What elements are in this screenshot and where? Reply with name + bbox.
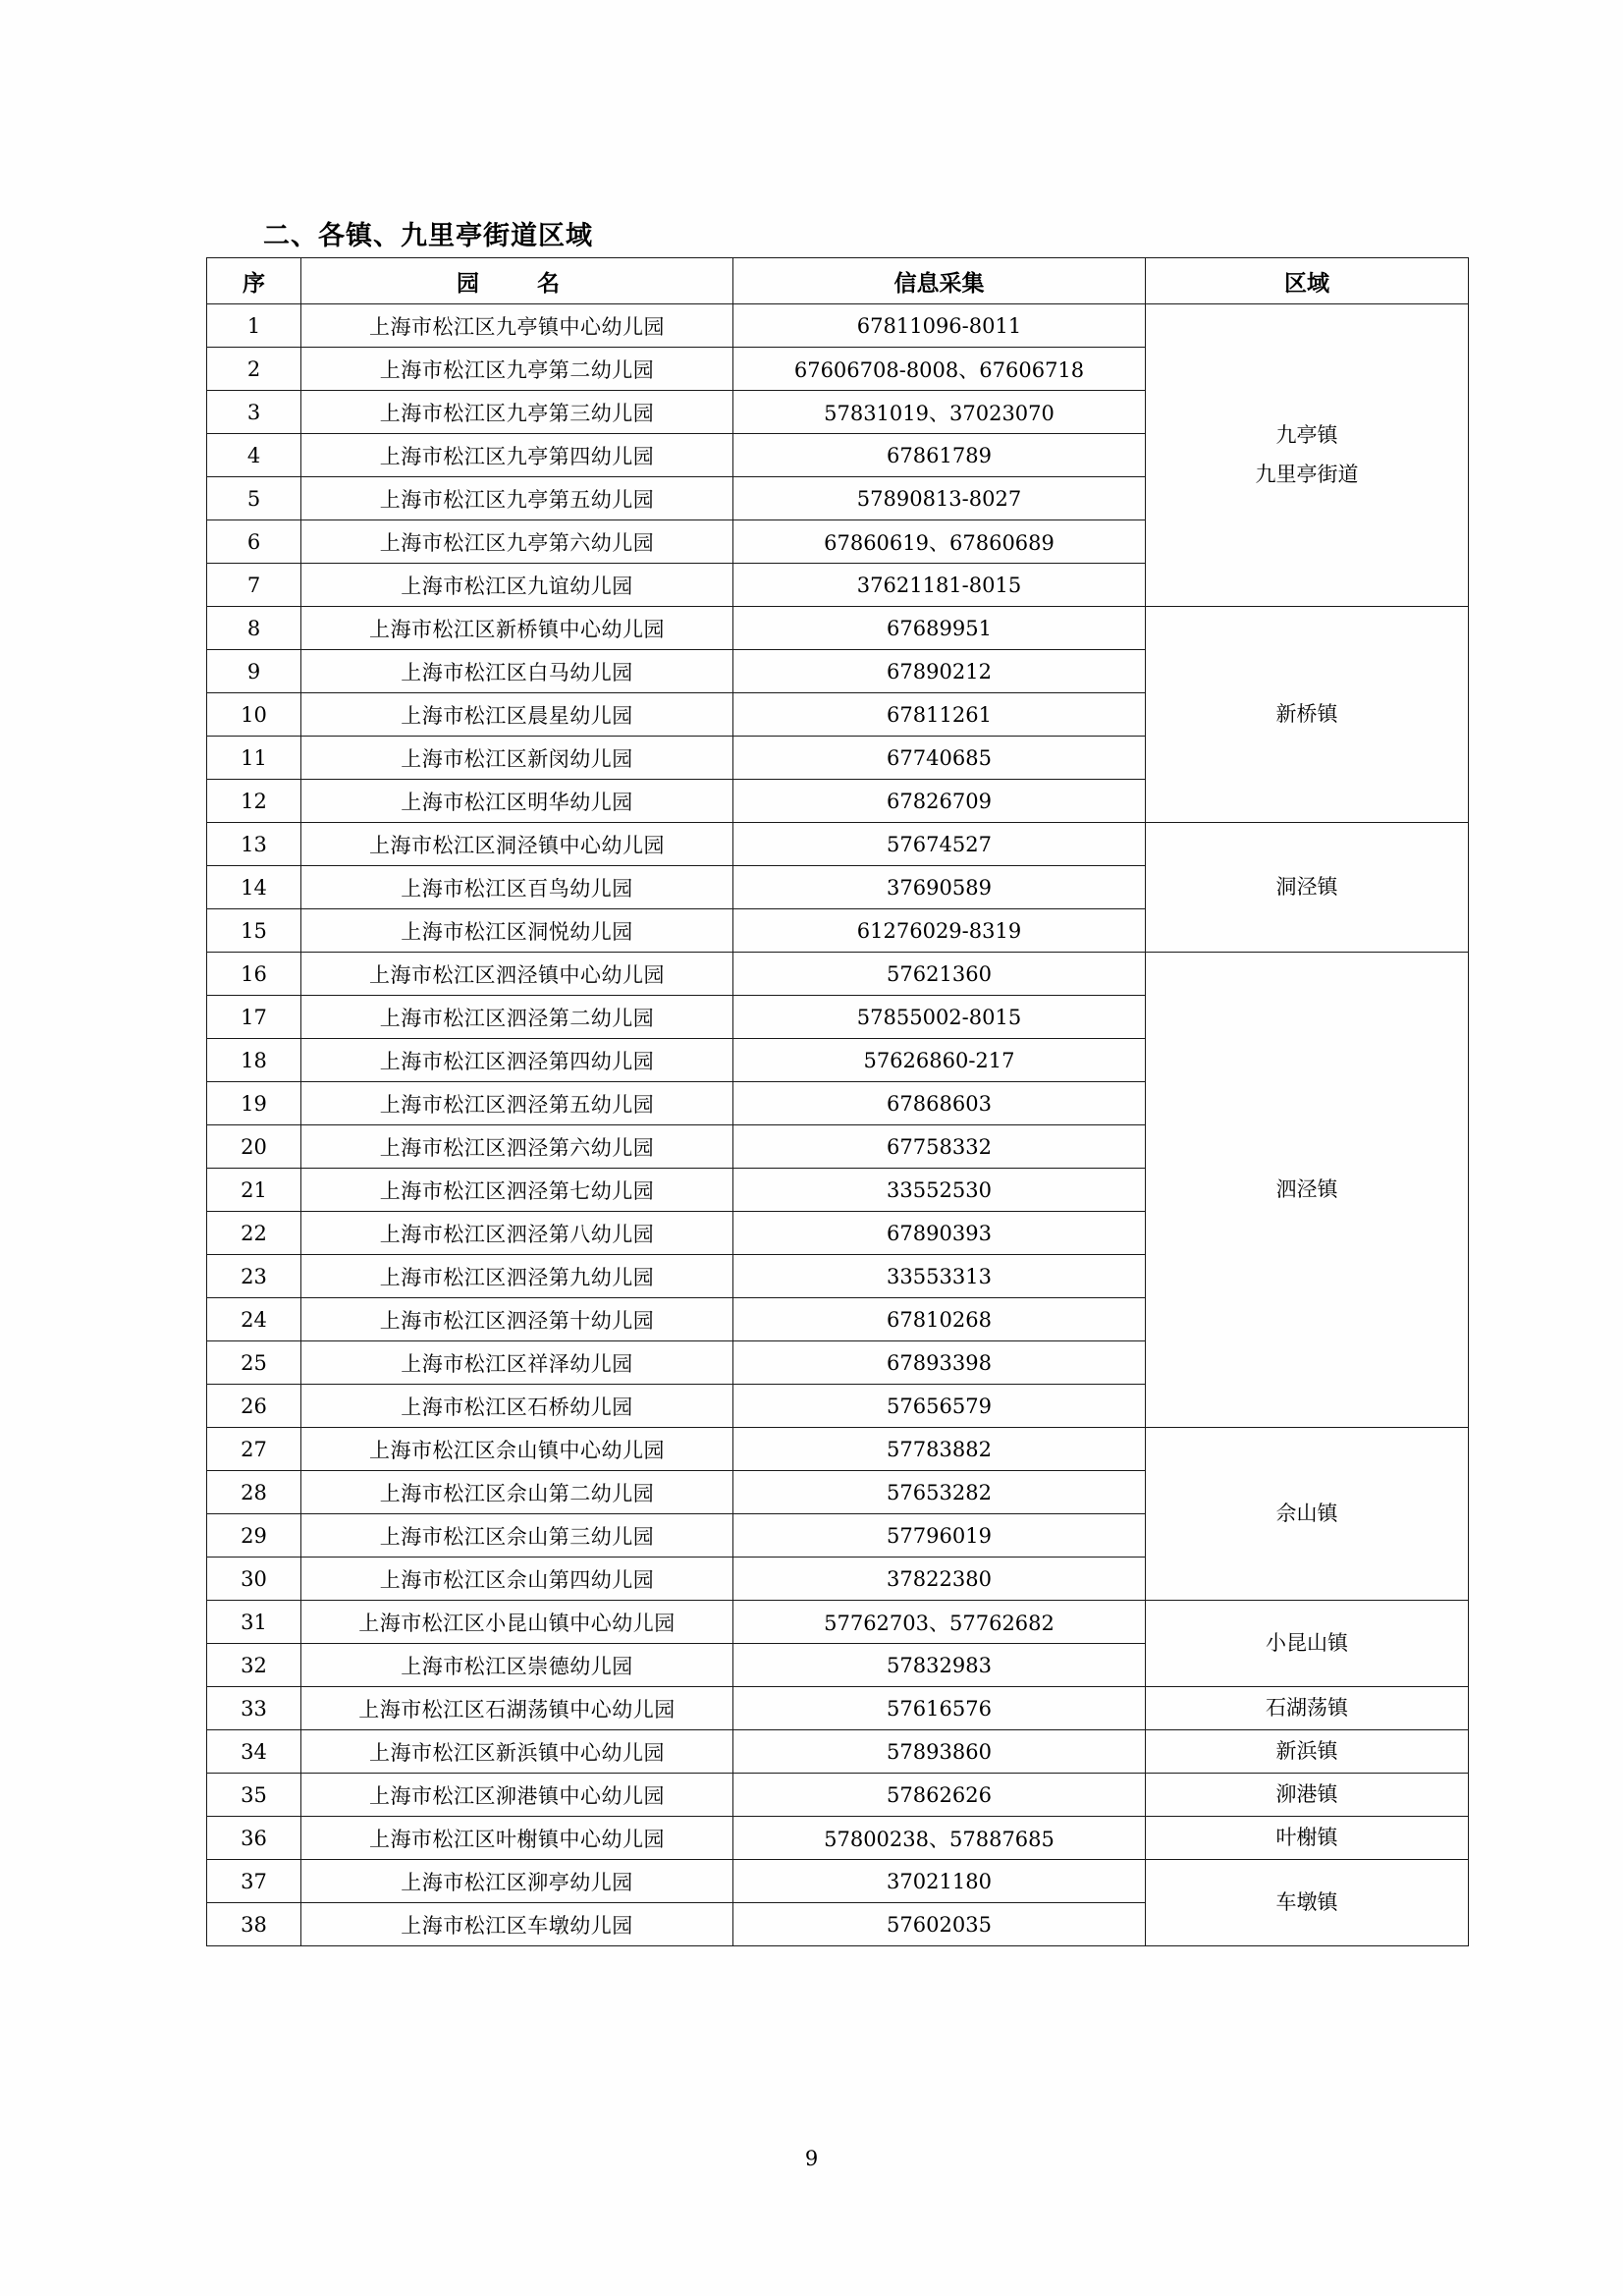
cell-seq: 9 <box>207 650 301 693</box>
cell-contact-info: 57653282 <box>733 1471 1146 1514</box>
cell-kindergarten-name: 上海市松江区佘山第四幼儿园 <box>301 1558 733 1601</box>
cell-kindergarten-name: 上海市松江区明华幼儿园 <box>301 780 733 823</box>
cell-kindergarten-name: 上海市松江区车墩幼儿园 <box>301 1903 733 1946</box>
cell-seq: 22 <box>207 1212 301 1255</box>
cell-kindergarten-name: 上海市松江区泗泾第十幼儿园 <box>301 1298 733 1341</box>
cell-seq: 17 <box>207 996 301 1039</box>
cell-kindergarten-name: 上海市松江区新桥镇中心幼儿园 <box>301 607 733 650</box>
cell-kindergarten-name: 上海市松江区佘山镇中心幼儿园 <box>301 1428 733 1471</box>
cell-seq: 27 <box>207 1428 301 1471</box>
cell-seq: 29 <box>207 1514 301 1558</box>
table-row <box>207 823 1469 866</box>
cell-contact-info: 57800238、57887685 <box>733 1817 1146 1860</box>
cell-seq: 19 <box>207 1082 301 1125</box>
table-body <box>207 304 1469 1946</box>
cell-seq: 15 <box>207 909 301 953</box>
column-header-area: 区域 <box>1146 258 1469 304</box>
cell-contact-info: 67890393 <box>733 1212 1146 1255</box>
cell-seq: 7 <box>207 564 301 607</box>
table-row <box>207 1817 1469 1860</box>
table-header-row <box>207 258 1469 304</box>
cell-seq: 23 <box>207 1255 301 1298</box>
cell-contact-info: 57626860-217 <box>733 1039 1146 1082</box>
cell-seq: 28 <box>207 1471 301 1514</box>
cell-contact-info: 67810268 <box>733 1298 1146 1341</box>
cell-kindergarten-name: 上海市松江区白马幼儿园 <box>301 650 733 693</box>
cell-kindergarten-name: 上海市松江区泗泾第二幼儿园 <box>301 996 733 1039</box>
cell-seq: 1 <box>207 304 301 348</box>
cell-area: 叶榭镇 <box>1146 1817 1469 1860</box>
cell-contact-info: 37021180 <box>733 1860 1146 1903</box>
cell-seq: 35 <box>207 1774 301 1817</box>
cell-kindergarten-name: 上海市松江区新闵幼儿园 <box>301 737 733 780</box>
cell-contact-info: 67890212 <box>733 650 1146 693</box>
cell-area: 石湖荡镇 <box>1146 1687 1469 1730</box>
cell-kindergarten-name: 上海市松江区九亭第六幼儿园 <box>301 520 733 564</box>
cell-kindergarten-name: 上海市松江区九谊幼儿园 <box>301 564 733 607</box>
cell-contact-info: 57656579 <box>733 1385 1146 1428</box>
cell-kindergarten-name: 上海市松江区石湖荡镇中心幼儿园 <box>301 1687 733 1730</box>
cell-seq: 6 <box>207 520 301 564</box>
cell-seq: 31 <box>207 1601 301 1644</box>
cell-seq: 37 <box>207 1860 301 1903</box>
cell-area: 佘山镇 <box>1146 1428 1469 1601</box>
table-header <box>207 258 1469 304</box>
cell-seq: 12 <box>207 780 301 823</box>
cell-kindergarten-name: 上海市松江区九亭镇中心幼儿园 <box>301 304 733 348</box>
cell-kindergarten-name: 上海市松江区晨星幼儿园 <box>301 693 733 737</box>
cell-seq: 10 <box>207 693 301 737</box>
cell-area: 新浜镇 <box>1146 1730 1469 1774</box>
cell-seq: 33 <box>207 1687 301 1730</box>
cell-area: 泗泾镇 <box>1146 953 1469 1428</box>
column-header-info: 信息采集 <box>733 258 1146 304</box>
cell-contact-info: 57616576 <box>733 1687 1146 1730</box>
cell-kindergarten-name: 上海市松江区九亭第三幼儿园 <box>301 391 733 434</box>
cell-contact-info: 57621360 <box>733 953 1146 996</box>
cell-kindergarten-name: 上海市松江区泗泾第七幼儿园 <box>301 1169 733 1212</box>
kindergarten-table <box>206 257 1469 1946</box>
cell-contact-info: 67811261 <box>733 693 1146 737</box>
cell-contact-info: 67893398 <box>733 1341 1146 1385</box>
cell-contact-info: 67868603 <box>733 1082 1146 1125</box>
cell-area: 洞泾镇 <box>1146 823 1469 953</box>
cell-contact-info: 57783882 <box>733 1428 1146 1471</box>
cell-kindergarten-name: 上海市松江区祥泽幼儿园 <box>301 1341 733 1385</box>
cell-kindergarten-name: 上海市松江区崇德幼儿园 <box>301 1644 733 1687</box>
cell-contact-info: 57832983 <box>733 1644 1146 1687</box>
page-number: 9 <box>804 2147 819 2170</box>
cell-seq: 26 <box>207 1385 301 1428</box>
cell-seq: 4 <box>207 434 301 477</box>
cell-kindergarten-name: 上海市松江区新浜镇中心幼儿园 <box>301 1730 733 1774</box>
cell-kindergarten-name: 上海市松江区洞泾镇中心幼儿园 <box>301 823 733 866</box>
cell-contact-info: 57796019 <box>733 1514 1146 1558</box>
table-row <box>207 1428 1469 1471</box>
cell-contact-info: 67860619、67860689 <box>733 520 1146 564</box>
cell-seq: 24 <box>207 1298 301 1341</box>
cell-contact-info: 57831019、37023070 <box>733 391 1146 434</box>
cell-kindergarten-name: 上海市松江区泖港镇中心幼儿园 <box>301 1774 733 1817</box>
cell-kindergarten-name: 上海市松江区九亭第五幼儿园 <box>301 477 733 520</box>
cell-contact-info: 33552530 <box>733 1169 1146 1212</box>
cell-seq: 36 <box>207 1817 301 1860</box>
table-row <box>207 1860 1469 1903</box>
table-row <box>207 953 1469 996</box>
cell-kindergarten-name: 上海市松江区叶榭镇中心幼儿园 <box>301 1817 733 1860</box>
cell-contact-info: 67861789 <box>733 434 1146 477</box>
cell-kindergarten-name: 上海市松江区石桥幼儿园 <box>301 1385 733 1428</box>
cell-kindergarten-name: 上海市松江区泗泾第四幼儿园 <box>301 1039 733 1082</box>
cell-seq: 32 <box>207 1644 301 1687</box>
table-row <box>207 607 1469 650</box>
cell-area: 车墩镇 <box>1146 1860 1469 1946</box>
cell-kindergarten-name: 上海市松江区九亭第四幼儿园 <box>301 434 733 477</box>
column-header-seq: 序 <box>207 258 301 304</box>
table-row <box>207 1687 1469 1730</box>
cell-contact-info: 37621181-8015 <box>733 564 1146 607</box>
cell-seq: 13 <box>207 823 301 866</box>
cell-kindergarten-name: 上海市松江区泗泾第九幼儿园 <box>301 1255 733 1298</box>
cell-area: 九亭镇 九里亭街道 <box>1146 304 1469 607</box>
cell-contact-info: 67689951 <box>733 607 1146 650</box>
cell-contact-info: 67606708-8008、67606718 <box>733 348 1146 391</box>
cell-contact-info: 57602035 <box>733 1903 1146 1946</box>
cell-contact-info: 57862626 <box>733 1774 1146 1817</box>
cell-seq: 16 <box>207 953 301 996</box>
cell-contact-info: 67740685 <box>733 737 1146 780</box>
cell-seq: 14 <box>207 866 301 909</box>
cell-contact-info: 57893860 <box>733 1730 1146 1774</box>
cell-seq: 18 <box>207 1039 301 1082</box>
cell-contact-info: 57855002-8015 <box>733 996 1146 1039</box>
column-header-name: 园 名 <box>301 258 733 304</box>
cell-contact-info: 57890813-8027 <box>733 477 1146 520</box>
table-row <box>207 304 1469 348</box>
cell-kindergarten-name: 上海市松江区佘山第二幼儿园 <box>301 1471 733 1514</box>
cell-kindergarten-name: 上海市松江区泖亭幼儿园 <box>301 1860 733 1903</box>
cell-contact-info: 57674527 <box>733 823 1146 866</box>
cell-contact-info: 67758332 <box>733 1125 1146 1169</box>
cell-contact-info: 37690589 <box>733 866 1146 909</box>
cell-area: 泖港镇 <box>1146 1774 1469 1817</box>
cell-kindergarten-name: 上海市松江区泗泾镇中心幼儿园 <box>301 953 733 996</box>
cell-contact-info: 33553313 <box>733 1255 1146 1298</box>
cell-seq: 3 <box>207 391 301 434</box>
cell-contact-info: 57762703、57762682 <box>733 1601 1146 1644</box>
cell-seq: 21 <box>207 1169 301 1212</box>
cell-seq: 25 <box>207 1341 301 1385</box>
cell-seq: 2 <box>207 348 301 391</box>
cell-seq: 34 <box>207 1730 301 1774</box>
cell-kindergarten-name: 上海市松江区泗泾第八幼儿园 <box>301 1212 733 1255</box>
cell-kindergarten-name: 上海市松江区泗泾第六幼儿园 <box>301 1125 733 1169</box>
cell-kindergarten-name: 上海市松江区泗泾第五幼儿园 <box>301 1082 733 1125</box>
cell-area: 新桥镇 <box>1146 607 1469 823</box>
table-row <box>207 1774 1469 1817</box>
cell-kindergarten-name: 上海市松江区百鸟幼儿园 <box>301 866 733 909</box>
cell-seq: 8 <box>207 607 301 650</box>
cell-seq: 30 <box>207 1558 301 1601</box>
cell-kindergarten-name: 上海市松江区九亭第二幼儿园 <box>301 348 733 391</box>
table-row <box>207 1730 1469 1774</box>
cell-contact-info: 67811096-8011 <box>733 304 1146 348</box>
page-title: 二、各镇、九里亭街道区域 <box>263 221 593 251</box>
cell-contact-info: 61276029-8319 <box>733 909 1146 953</box>
table-row <box>207 1601 1469 1644</box>
cell-seq: 11 <box>207 737 301 780</box>
cell-contact-info: 37822380 <box>733 1558 1146 1601</box>
cell-seq: 20 <box>207 1125 301 1169</box>
cell-seq: 5 <box>207 477 301 520</box>
cell-kindergarten-name: 上海市松江区小昆山镇中心幼儿园 <box>301 1601 733 1644</box>
cell-area: 小昆山镇 <box>1146 1601 1469 1687</box>
cell-contact-info: 67826709 <box>733 780 1146 823</box>
cell-seq: 38 <box>207 1903 301 1946</box>
cell-kindergarten-name: 上海市松江区洞悦幼儿园 <box>301 909 733 953</box>
cell-kindergarten-name: 上海市松江区佘山第三幼儿园 <box>301 1514 733 1558</box>
